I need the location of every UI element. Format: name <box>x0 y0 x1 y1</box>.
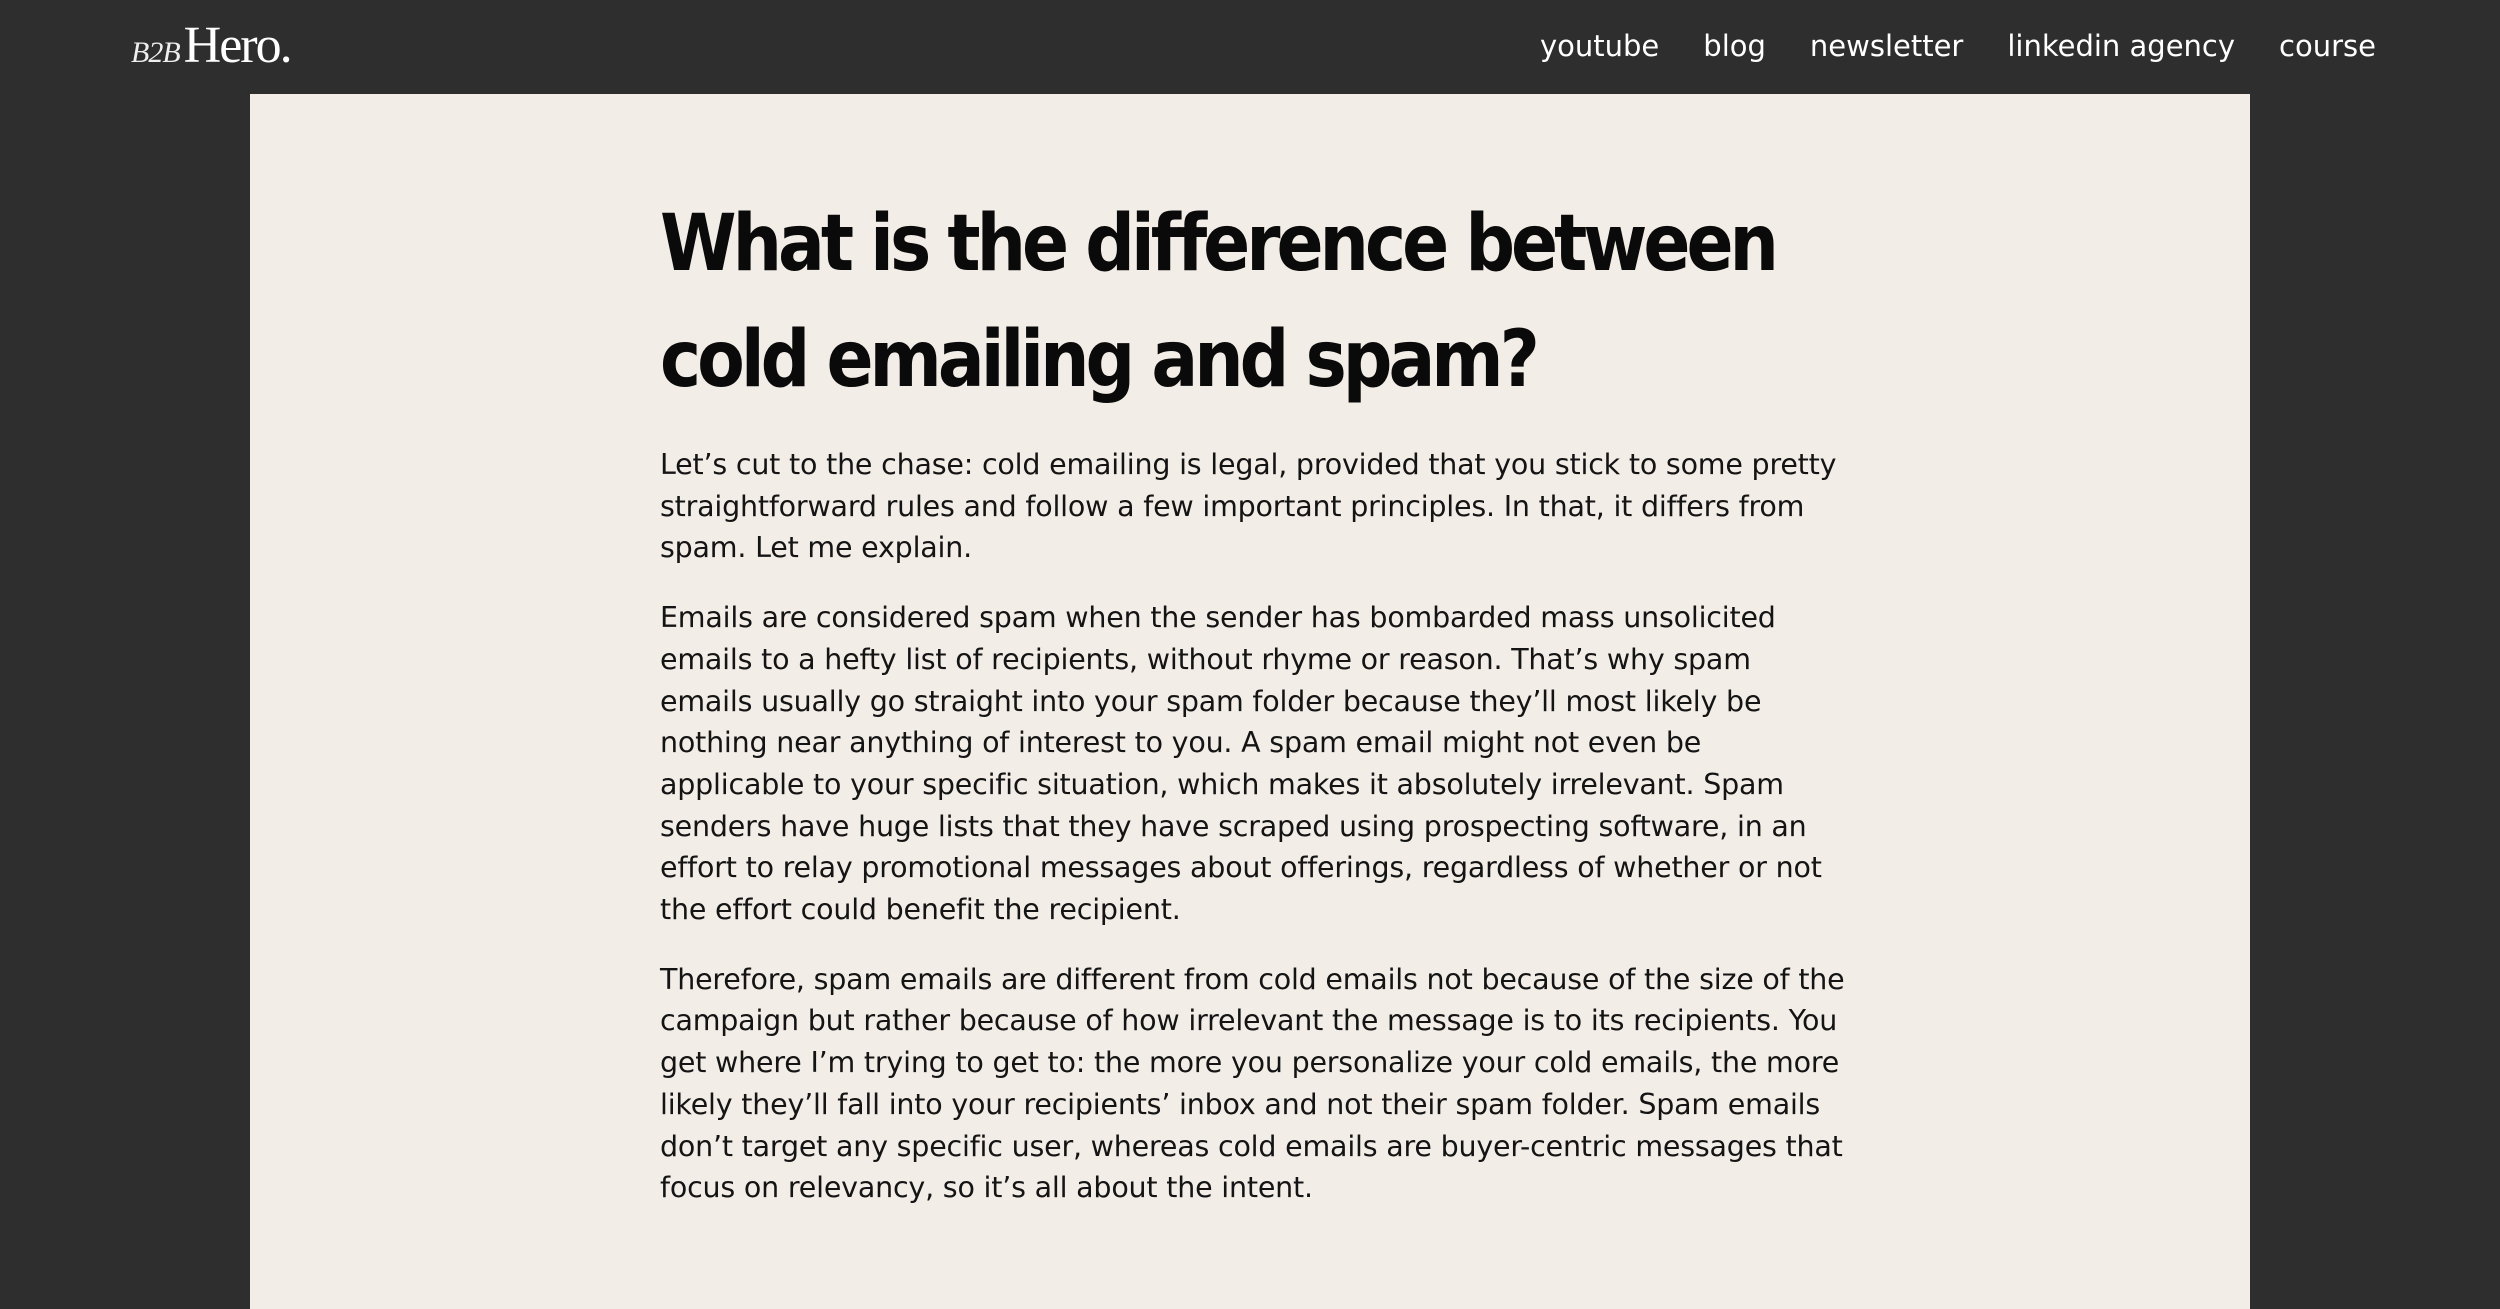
nav-link-youtube[interactable]: youtube <box>1539 29 1660 63</box>
nav-link-blog[interactable]: blog <box>1703 29 1766 63</box>
nav-link-linkedin-agency[interactable]: linkedin agency <box>2007 29 2236 63</box>
main-nav <box>1540 24 2376 68</box>
logo-prefix: B2B <box>131 36 180 69</box>
top-navigation-bar <box>0 0 2500 94</box>
nav-link-course[interactable]: course <box>2279 29 2376 63</box>
nav-link-newsletter[interactable]: newsletter <box>1809 29 1964 63</box>
logo-wordmark: Hero. <box>183 17 291 74</box>
article-title: What is the difference between cold emailing and spam? <box>660 199 1775 405</box>
article-paragraph-3: Therefore, spam emails are different from cold emails not because of the size of the campaign but rather because of how irrelevant the message is to its recipients. You get where I’m trying to get to: the more you personalize your cold emails, the more likely they’ll fall into your recipients’ inbox and not their spam folder. Spam emails don’t target any specific user, whereas cold emails are buyer-centric messages that focus on relevancy, so it’s all about the intent. <box>660 962 1845 1205</box>
article-body <box>660 186 1850 1237</box>
article-card <box>250 94 2250 1309</box>
site-logo[interactable] <box>131 16 291 76</box>
article-paragraph-1: Let’s cut to the chase: cold emailing is legal, provided that you stick to some pretty straightforward rules and follow a few important principles. In that, it differs from spam. Let me explain. <box>660 448 1837 565</box>
article-paragraph-2: Emails are considered spam when the sender has bombarded mass unsolicited emails to a hefty list of recipients, without rhyme or reason. That’s why spam emails usually go straight into your spam folder because they’ll most likely be nothing near anything of interest to you. A spam email might not even be applicable to your specific situation, which makes it absolutely irrelevant. Spam senders have huge lists that they have scraped using prospecting software, in an effort to relay promotional messages about offerings, regardless of whether or not the effort could benefit the recipient. <box>660 601 1822 927</box>
